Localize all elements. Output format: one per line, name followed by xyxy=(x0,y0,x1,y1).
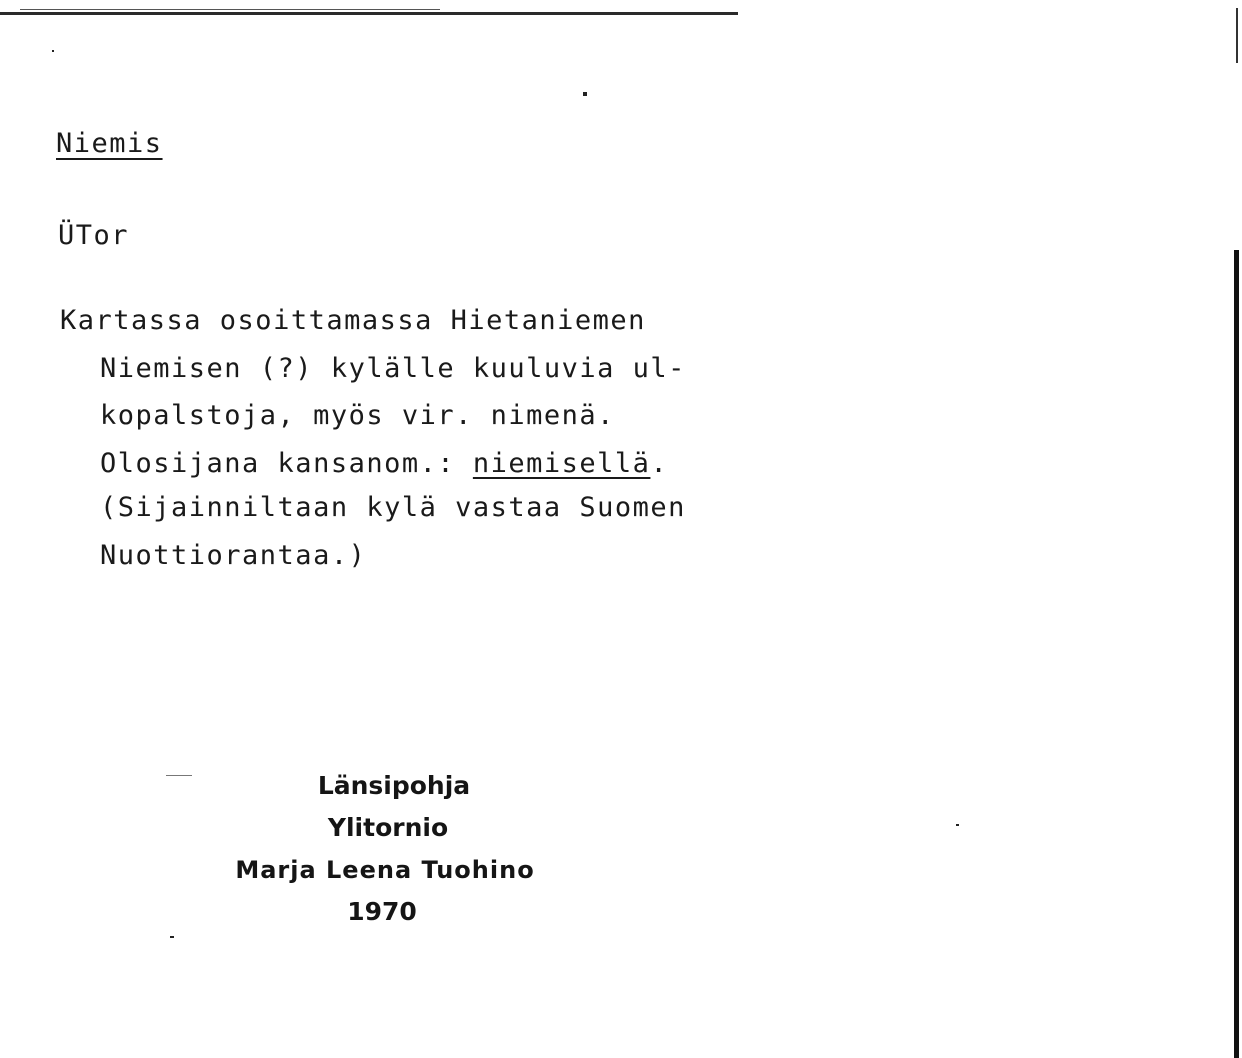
top-edge-thin-line xyxy=(20,9,440,10)
scan-speck xyxy=(956,824,959,826)
right-edge-border xyxy=(1234,250,1239,1058)
stamp-region: Länsipohja xyxy=(317,771,471,800)
scan-speck xyxy=(583,92,587,96)
scan-speck xyxy=(52,50,54,52)
description-line: Kartassa osoittamassa Hietaniemen xyxy=(60,305,646,336)
collector-stamp xyxy=(210,765,560,933)
description-line: Niemisen (?) kylälle kuuluvia ul- xyxy=(100,353,686,384)
description-line xyxy=(100,450,668,477)
description-line: (Sijainniltaan kylä vastaa Suomen xyxy=(100,492,686,523)
top-edge-rule xyxy=(0,12,738,15)
scan-speck xyxy=(166,775,192,776)
inflection-label: Olosijana kansanom.: xyxy=(100,448,456,479)
inflected-form: niemisellä xyxy=(472,448,651,479)
stamp-year: 1970 xyxy=(347,897,417,926)
stamp-collector: Marja Leena Tuohino xyxy=(235,856,535,884)
stamp-parish: Ylitornio xyxy=(327,813,449,842)
parish-abbreviation: ÜTor xyxy=(58,220,130,251)
headword: Niemis xyxy=(56,128,163,159)
scan-speck xyxy=(170,936,174,938)
right-edge-mark xyxy=(1236,8,1238,63)
description-line: kopalstoja, myös vir. nimenä. xyxy=(100,400,615,431)
period: . xyxy=(650,448,669,479)
description-line: Nuottiorantaa.) xyxy=(100,540,367,571)
